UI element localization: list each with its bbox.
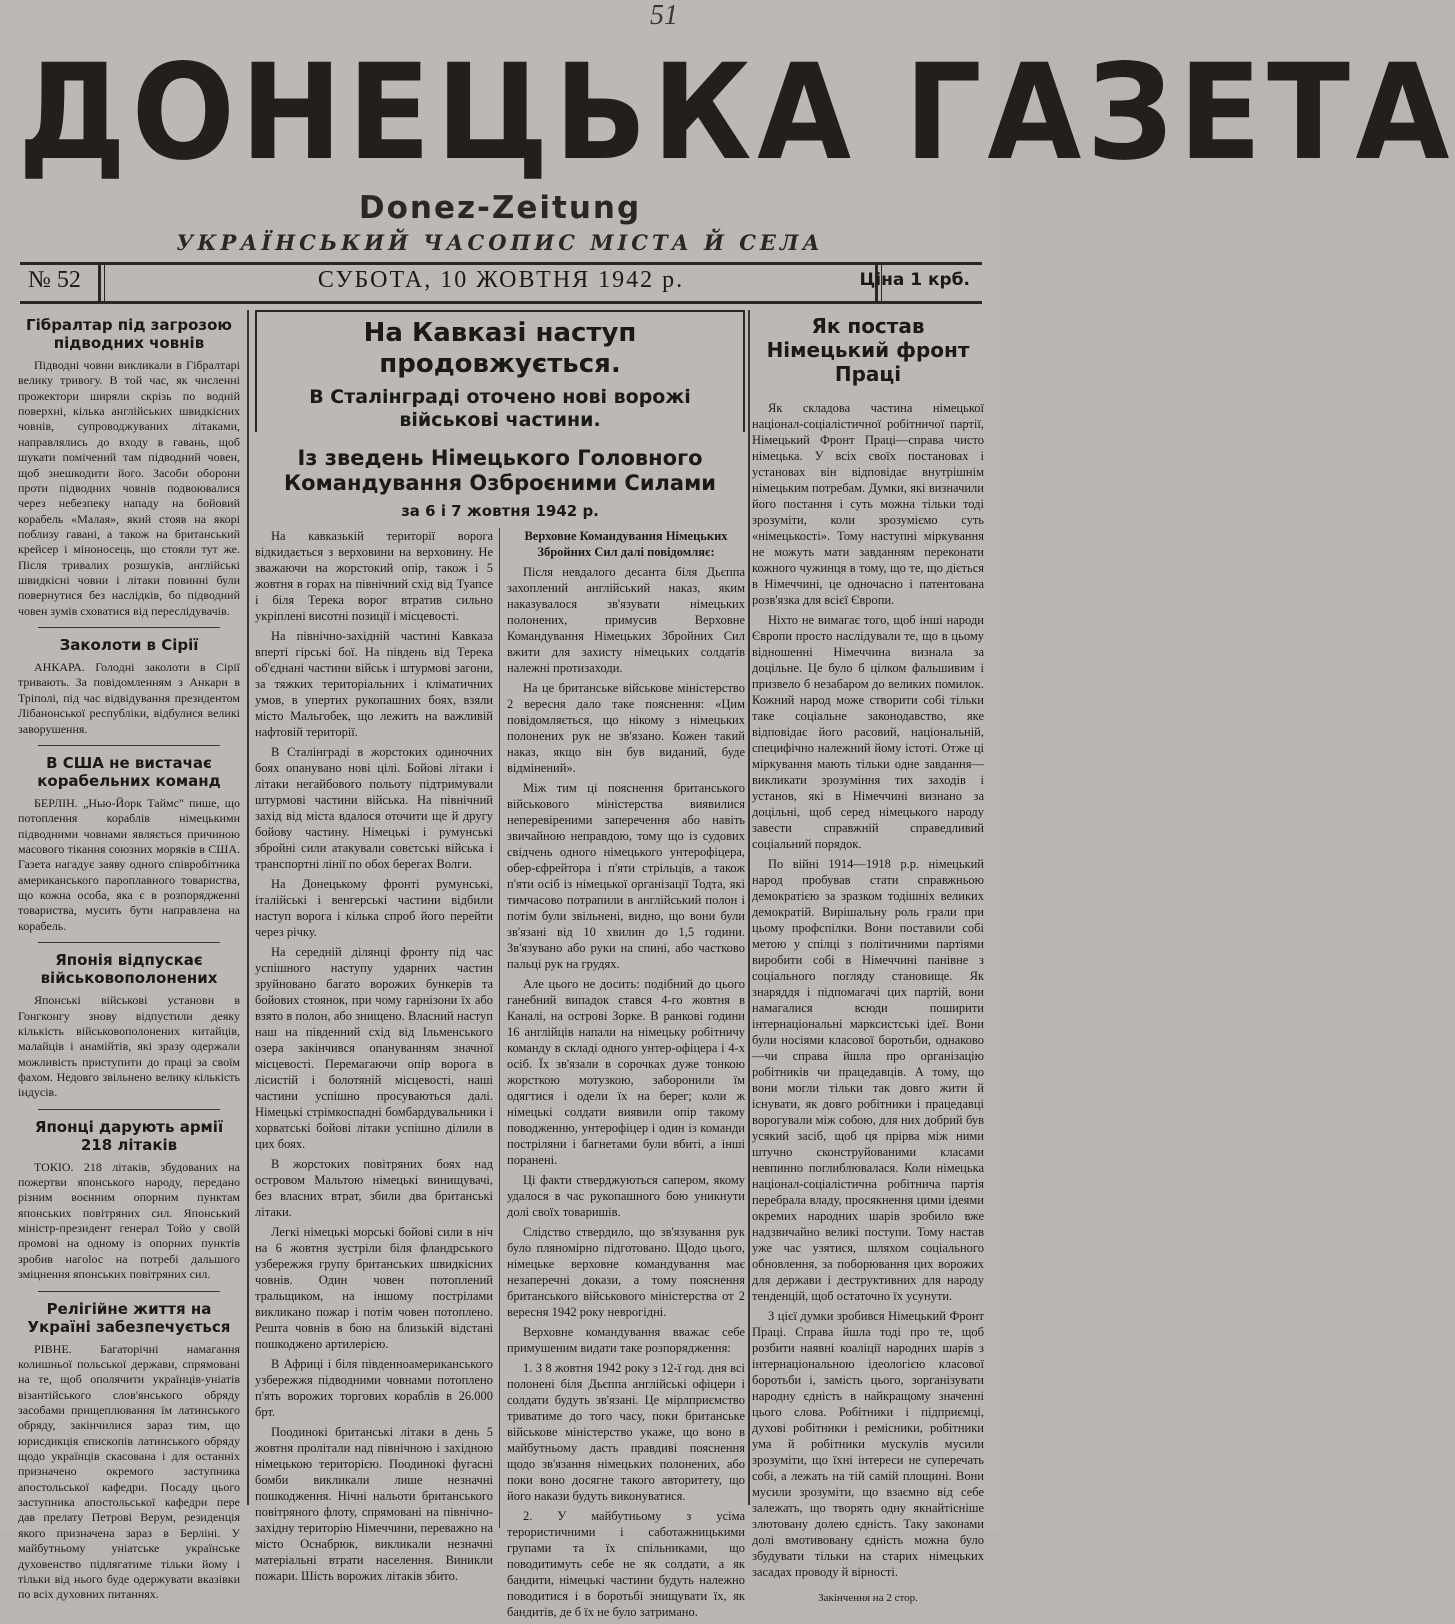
report-paragraph: На середній ділянці фронту під час успішного наступу ударних частин зруйновано багато ворожих бункерів та бойових стоянок, при чому гарнізони їх або взято в полон, або знищено. Власний наступ наш на південний схід від Ільменського озера закінчився опануванням значної місцевості. Перемагаючи опір ворога в лісистій і болотяній місцевості, наші частини успішно просуваються далі. Німецькі стрімкоспадні бомбардувальники і хорватські бойові літаки успішно ділили в цих боях. (255, 945, 493, 1152)
lead-subheadline: В Сталінграді оточено нові ворожі військові частини. (309, 386, 691, 432)
article-heading: Заколоти в Сірії (59, 636, 199, 655)
report-paragraph: Між тим ці пояснення британського військового міністерства виявилися неперевіреними заперечення або навіть звичайною неправдою, тому що із судових свідчень одного німецького унтерофіцера, обер-єфрейтора і п'яти стрільців, а також п'яти осіб із німецької організації Тодта, які тимчасово потрапили в англійський полон і потім були звільнені, видно, що вони були зв'язані від 10 хвилин до 1,5 години. Зв'язувано або руки на спині, або частково пальці рук на грудях. (507, 781, 745, 972)
article-heading: Релігійне життя на Україні забезпечується (27, 1299, 231, 1336)
report-paragraph: 1. З 8 жовтня 1942 року з 12-ї год. дня всі полонені біля Дьєппа англійські офіцери і солдати будуть зв'язані. Це мірлприємство триватиме до того часу, поки британське військове міністерство укаже, що воно в майбутньому дасть правдиві пояснення щодо зв'язання німецьких полонених, або поки воно досягне такого авторитету, що його накази будуть виконуватися. (507, 1361, 745, 1504)
issue-date: СУБОТА, 10 ЖОВТНЯ 1942 р. (317, 267, 685, 293)
issue-number: № 52 (28, 267, 81, 293)
article-text: ТОКІО. 218 літаків, збудованих на пожертви японського народу, передано різним воєнним опорним пунктам японських повітряних сил. Японський міністр-президент генерал Тойо у своїй промові на одному із опорних пунктів зробив нагolос на потребі дальшого змiцнення японських повітряних сил. (18, 1159, 240, 1282)
report-subcolumn (507, 528, 745, 1624)
report-paragraph: В Сталінграді в жорстоких одиночних боях опанувано нові цілі. Бойові літаки і літаки негайбового польоту підтримували штурмові частини війська. На північний захід від міста вдалося оточити ще й другу бойову частину. Німецькі і румунські збройні сили атакували совєтські війська і транспортні лінії по обох берегах Волги. (255, 745, 493, 872)
article-heading: Японці дарують армії 218 літаків (34, 1117, 224, 1154)
issue-bar (20, 262, 982, 304)
divider (38, 627, 220, 628)
report-subcolumn (255, 528, 493, 1588)
article-text: Ніхто не вимагає того, щоб інші народи Європи просто наслідували те, що в цьому відношенні Німеччина визнала за доцільне. Це було б цілком фальшивим і призвело б незабаром до великих помилок. Кожний народ може створити собі тільки таке соціальне законодавство, яке відповідає його расовий, національній, специфічно належний йому істоті. Отже ці міркування мають тільки одне завдання—викликати зрозуміння тих заходів і установ, які в Німеччині визнано за доцільні, щоб серед німецького народу завести справжній справедливий соціальний порядок. (752, 613, 984, 851)
article-heading: Як постав Німецький фронт Праці (766, 314, 970, 386)
article-text: Японські військові установи в Гонгконгу знову відпустили деяку кількість військовополонених китайців, малайців і анамійтів, які зразу одержали можливість приступити до праці за своїм фахом. Недовго звільнено велику кількість індусів. (18, 993, 240, 1100)
center-column (255, 310, 745, 1620)
article-text: Як складова частина німецької націонал-соціалістичної робітничої партії, Німецький Фронт Праці—справа чисто німецька. У всіх своїх постановах і установах він відповідає внутрішнім німецьким потребам. Думки, які визначили його постання і суть можна тільки тоді зрозуміти, коли зрозуміємо суть «німецькості». Тому наступні міркування не можуть мати завданням переконати кожного чужинця в тому, що те, що діється в Німеччині, це одночасно і патентована розв'язка для всієї Європи. (752, 401, 984, 607)
report-paragraph: Ці факти стверджуються сапером, якому удалося в час рукопашного бою уникнути долі своїх товаришів. (507, 1173, 745, 1220)
article-text: Підводні човни викликали в Гібралтарі велику тривогу. В той час, як численні прожектори ширяли скрізь по водній поверхні, кілька англійських швидкісних човнів, супроводжуваних літаками, направлялись до входу в гавань, щоб шукати помічений там підводний човен, щоб знешкодити його. Засоби оборони проти підводних човнів подвоювалися через небезпеку нападу на бойовий корабель «Малая», який стояв на якорі поблизу гавані, а також на британський крейсер і міноносець, що стояли тут же. Після тривалих розшуків, англійські швидкісні човни і літаки повинні були повернутися без наслідків, бо підводний човен зумів сховатися від переслідувачів. (18, 358, 240, 618)
article-text: З цієї думки зробився Німецький Фронт Праці. Справа йшла тоді про те, щоб розбити наявні коаліції народних шарів з інтернаціональною ідеологією класової боротьби і, замість цього, зорганізувати народну єдність в найкращому значенні цього слова. Робітники і підприємці, духові робітники і ремісники, робітники ума й робітники мускулів мусили зрозуміти, що їхні інтереси не суперечать собі, а лежать на тій самій площині. Вони мусили зрозуміти, що взаємно від себе залежать, що творять одну якнайтісніше злютовану долею єдність. Таку законами долі вмотивовану єдність можна було збудувати тільки на старих німецьких засадах проводу й вірності. (752, 1309, 984, 1579)
report-paragraph: Верховне командування вважає себе примушеним видати таке розпорядження: (507, 1325, 745, 1356)
right-column (752, 310, 984, 1604)
report-paragraph: Але цього не досить: подібний до цього ганебний випадок стався 4-го жовтня в Каналі, на острові Зорке. В ранкові години 16 англійців напали на німецьку робітничу команду в складі одного унтер-офіцера і 4-х осіб. Їх зв'язали в сорочках дуже тонкою жорсткою мотузкою, заборонили їм одягтися і одели їх на берег; коли ж німецькі солдати виявили опір такому поводженню, унтерофіцер і один із команди постріляни і багнетами були вбиті, а інші поранені. (507, 977, 745, 1168)
article-heading: Японія відпускає військовополонених (40, 951, 218, 988)
divider (38, 942, 220, 943)
handwritten-number: 51 (650, 0, 678, 31)
masthead-title: ДОНЕЦЬКА ГАЗЕТА (18, 36, 1455, 190)
article-text: РІВНЕ. Багаторічні намагання колишньої польської держави, спрямовані на те, щоб ополячити українців-уніатів візантійського слов'янського обряду засобами прищеплювання їм латинського обряду, закінчилися зараз тим, що юрисдикція єпископів латинського обряду щодо українців скасована і для останніх призначено окремого заступника апостольської кафедри. Посаду цього заступника апостольської кафедри пере дав прелату Петрові Верум, резиденція якого призначена зараз в Берліні. У майбутньому уніатське українське духовенство підлягатиме тільки йому і тільки від нього буде одержувати вказівки по всіх духовних питаннях. (18, 1341, 240, 1602)
divider (98, 265, 105, 301)
masthead-tagline: УКРАЇНСЬКИЙ ЧАСОПИС МІСТА Й СЕЛА (176, 230, 824, 255)
report-paragraph: На Донецькому фронті румунські, італійські і венгерські частини відбили наступ ворога і кілька спроб його перейти через річку. (255, 877, 493, 940)
report-subheading: Верховне Командування Німецьких Збройних Сил далі повідомляє: (524, 529, 728, 560)
lead-banner (255, 310, 745, 432)
article-text: По війні 1914—1918 р.р. німецький народ пробував стати справжньою демократією за зразком тодішніх великих демократій. Вирішальну роль грали при цьому профспілки. Вони поставили собі метою у спілці з політичними партіями виробити собі в Німеччині панівне з соціального погляду становище. Як знаряддя і підпомагачі цих партій, вони намагалися всюди поширити інтернаціональні марксистські ідеї. Вони були носіями класової боротьби, однаково—чи справа йшла про організацію робітників чи працедавців. А тому, що вони могли тільки так довго жити й існувати, як довго робітники і працедавці ворогували між собою, для них добрий був усякий засіб, щоб ця прірва між ними штучно сконструйованими класами невпинно поглиблювалася. Коли німецька націонал-соціалістична робітнича партія перебрала владу, просякнення цими ідеями окремих народних шарів зробило вже надзвичайно великі поступи. Тому настав уже час узятися, шляхом соціального обновлення, за поборювання цих ворожих для держави і деструктивних для народу тенденцій, щоб остаточно їх усунути. (752, 857, 984, 1303)
report-paragraph: В жорстоких повітряних боях над островом Мальтою німецькі винищувачі, без власних втрат, збили два британські літаки. (255, 1157, 493, 1220)
report-paragraph: На кавказькій території ворога відкидається з верховини на верховину. Не зважаючи на жорстокий опір, також і 5 жовтня в горах на північний схід від Туапсе і біля Терека ворог втратив сильно укріплені висотні позиції і місцевості. (255, 529, 493, 624)
report-heading: Із зведень Німецького Головного Командування Озброєними Силами (284, 445, 716, 496)
report-paragraph: На це британське військове міністерство 2 вересня дало таке пояснення: «Цим повідомляється, що нікому з німецьких полонених рук не зв'язано. Кожен такий наказ, якщо він був виданий, буде відмінений». (507, 681, 745, 776)
article-text: БЕРЛІН. „Нью-Йорк Таймс" пише, що потоплення кораблів німецькими підводними човнами являється причиною масового тікання союзних моряків в США. Газета нагадує заяву одного співробітника американського пароплавного товариства, що кожна особа, яка є в розпорядженні товариства, мусить бути направлена на корабель. (18, 795, 240, 933)
article-text: АНКАРА. Голодні заколоти в Сірії тривають. За повідомленням з Анкари в Тріполі, під час відвідування президентом Лібанонської республіки, відбулися великі заворушення. (18, 660, 240, 736)
report-paragraph: Поодинокі британські літаки в день 5 жовтня пролітали над північною і західною німецькою територією. Поодинокі фугасні бомби викликали лише незначні пошкодження. Нічні нальоти британського повітряного флоту, спрямовані на північно-західну територію Німеччини, переважно на місто Оснабрюк, викликали незначні матеріальні втрати населення. Виникли пожари. Шість ворожих літаків збито. (255, 1425, 493, 1584)
divider (38, 1109, 220, 1110)
article-heading: В США не вистачає корабельних команд (37, 753, 221, 790)
lead-headline: На Кавказі наступ продовжується. (363, 318, 637, 380)
report-paragraph: Слідство ствердило, що зв'язування рук було пляномірно підготовано. Щодо цього, німецьке верховне командування має незаперечні докази, а тому пояснення британського військового міністерства от 2 вересня 1942 року неврогідні. (507, 1225, 745, 1320)
report-paragraph: На північно-західній частині Кавказа вперті гірські бої. На південь від Терека об'єднані частини військ і штурмові загони, за тяжких територіальних і кліматичних умов, в упертих рукопашних боях, взяли місто Мальгобек, що лежить на важливій нафтовій території. (255, 629, 493, 740)
issue-price: Ціна 1 крб. (859, 270, 970, 290)
column-rule (499, 528, 500, 1528)
continuation-note: Закінчення на 2 стор. (818, 1592, 918, 1604)
masthead-subtitle: Donez-Zeitung (358, 190, 642, 226)
column-rule (247, 310, 249, 1505)
article-heading: Гібралтар під загрозою підводних човнів (26, 316, 232, 352)
report-paragraph: В Африці і біля південноамериканського узбережжя підводними човнами потоплено п'ять ворожих торгових кораблів в 26.000 брт. (255, 1357, 493, 1420)
divider (38, 1291, 220, 1292)
column-rule (748, 310, 750, 1505)
divider (38, 745, 220, 746)
report-paragraph: 2. У майбутньому з усіма терористичними і саботажницькими групами та їх спільниками, що поводитимуть себе не як солдати, а як бандити, німецькі частини будуть належно поводитися і в боротьбі знищувати їх, як бандитів, де б їх не було затримано. (507, 1509, 745, 1620)
report-dateline: за 6 і 7 жовтня 1942 р. (401, 502, 599, 521)
report-paragraph: Після невдалого десанта біля Дьєппа захоплений англійський наказ, яким наказувалося зв'язувати німецьких полонених, примусив Верховне Командування Німецьких Збройних Сил вжити для захисту німецьких солдатів належні протизаходи. (507, 565, 745, 676)
left-column (18, 310, 240, 1602)
report-paragraph: Легкі німецькі морські бойові сили в ніч на 6 жовтня зустріли біля фландрського узбережжя групу британських швидкісних човнів. Один човен потоплений тральщиком, на іншому пострілами викликано пожар і потім човен потоплено. Решта човнів в бою на близькій відстані пошкоджено артилерією. (255, 1225, 493, 1352)
